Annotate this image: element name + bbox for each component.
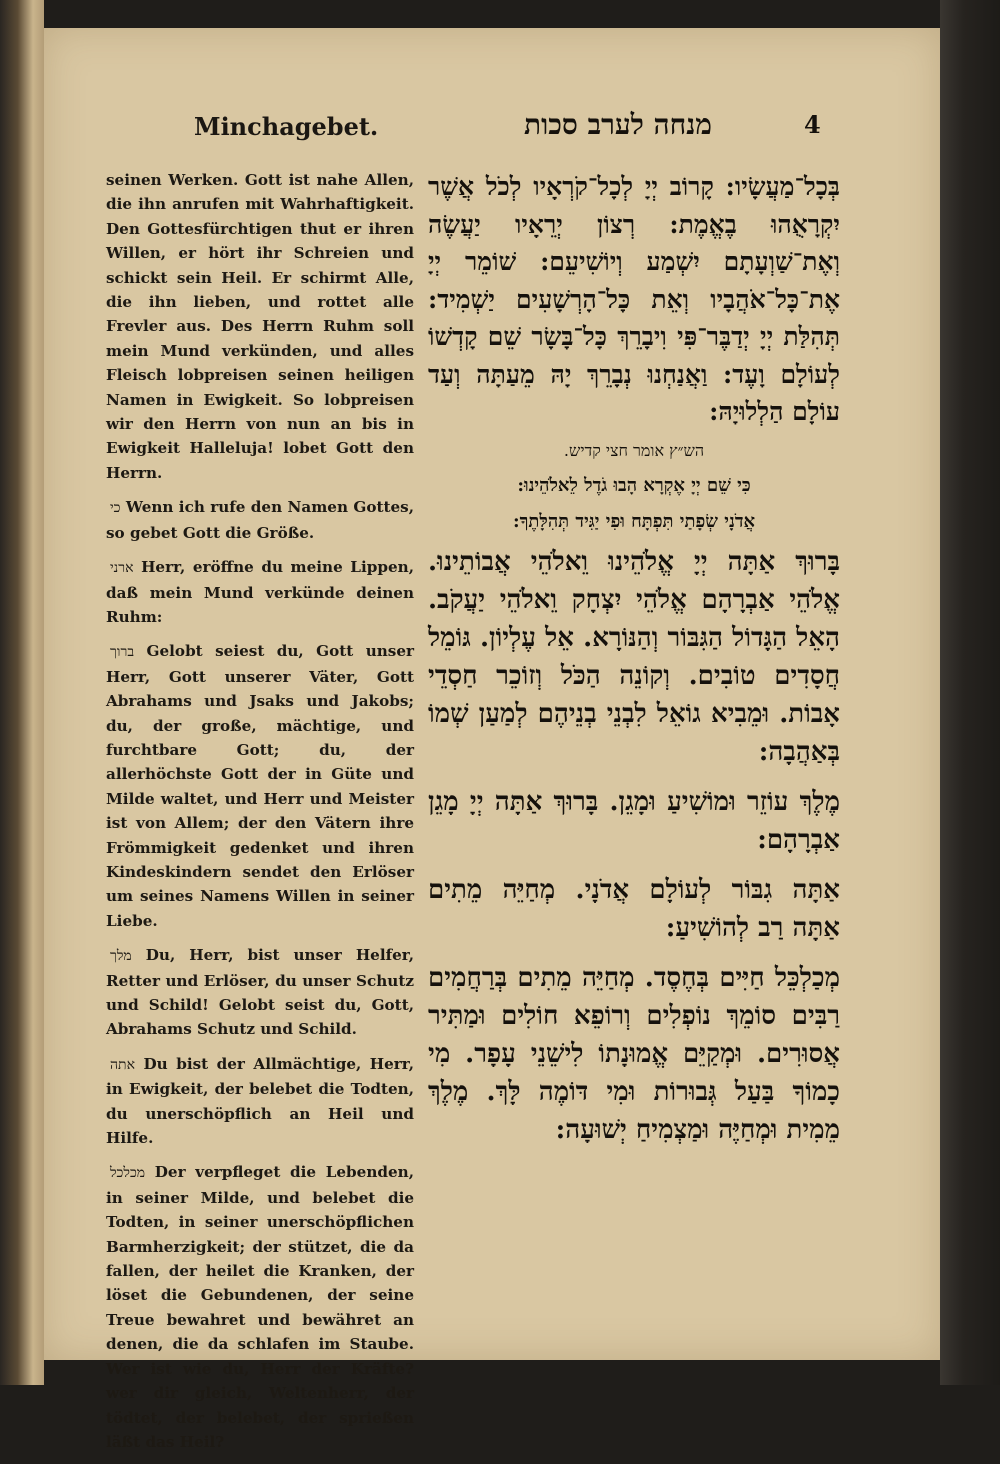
- hebrew-cue-word: אתה: [110, 1056, 135, 1073]
- german-text: Du bist der Allmächtige, Herr, in Ewigkeit, der belebet die Todten, du unerschöpflich an Heil und Hilfe.: [106, 1054, 414, 1148]
- book-cover-right: [940, 0, 1000, 1385]
- hebrew-melech-ozer: מֶלֶךְ עוֹזֵר וּמוֹשִׁיעַ וּמָגֵן. בָּרוּךְ אַתָּה יְיָ מָגֵן אַבְרָהָם:: [428, 786, 840, 855]
- page-number: 4: [804, 110, 821, 139]
- hebrew-avot-blessing: בָּרוּךְ אַתָּה יְיָ אֱלֹהֵינוּ וֵאלֹהֵי אֲבוֹתֵינוּ. אֱלֹהֵי אַבְרָהָם אֱלֹהֵי יִצְחָק וֵאלֹהֵי יַעֲקֹב. הָאֵל הַגָּדוֹל הַגִּבּוֹר וְהַנּוֹרָא. אֵל עֶלְיוֹן. גּוֹמֵל חֲסָדִים טוֹבִים. וְקוֹנֵה הַכֹּל וְזוֹכֵר חַסְדֵי אָבוֹת. וּמֵבִיא גוֹאֵל לִבְנֵי בְנֵיהֶם לְמַעַן שְׁמוֹ בְּאַהֲבָה:: [428, 546, 840, 767]
- hebrew-rubric-kaddish: הש״ץ אומר חצי קדיש.: [563, 440, 705, 460]
- german-text: Herr, eröffne du meine Lippen, daß mein Mund verkünde deinen Ruhm:: [106, 558, 414, 626]
- german-paragraph: [106, 1052, 414, 1151]
- hebrew-cue-word: ארני: [110, 560, 134, 577]
- book-binding-left: [0, 0, 44, 1385]
- german-paragraph: [106, 639, 414, 933]
- german-paragraph: [106, 168, 414, 485]
- german-text: Wenn ich rufe den Namen Gottes, so gebet Gott die Größe.: [106, 498, 414, 542]
- hebrew-cue-word: ברוך: [110, 644, 135, 661]
- german-paragraph: [106, 943, 414, 1042]
- running-title-german: Minchagebet.: [194, 112, 379, 141]
- hebrew-line-ki-shem: כִּי שֵׁם יְיָ אֶקְרָא הָבוּ גֹדֶל לֵאלֹהֵינוּ:: [517, 474, 751, 496]
- hebrew-cue-word: מלך: [110, 948, 132, 965]
- hebrew-line-adonai-sfatai: אֲדֹנָי שְׂפָתַי תִּפְתָּח וּפִי יַגִּיד תְּהִלָּתֶךָ:: [512, 510, 756, 532]
- page-header: [44, 108, 940, 148]
- hebrew-cue-word: מכלכל: [110, 1165, 146, 1182]
- german-text: Gelobt seiest du, Gott unser Herr, Gott unserer Väter, Gott Abrahams und Jsaks und Jakobs; du, der große, mächtige, und furchtbare Gott; du, der allerhöchste Gott der in Güte und Milde waltet, und Herr und Meister ist von Allem; der den Vätern ihre Frömmigkeit gedenket und ihren Kindeskindern sendet den Erlöser um seines Namens Willen in seiner Liebe.: [106, 642, 414, 930]
- hebrew-atah-gibor: אַתָּה גִבּוֹר לְעוֹלָם אֲדֹנָי. מְחַיֵּה מֵתִים אַתָּה רַב לְהוֹשִׁיעַ:: [428, 874, 840, 943]
- hebrew-prayer-column: [428, 168, 840, 1161]
- book-page: [44, 28, 940, 1451]
- hebrew-ashrei-ending: בְּכָל־מַעֲשָׂיו: קָרוֹב יְיָ לְכָל־קֹרְאָיו לְכֹל אֲשֶׁר יִקְרָאֻהוּ בֶאֱמֶת: רְצוֹן יְרֵאָיו יַעֲשֶׂה וְאֶת־שַׁוְעָתָם יִשְׁמַע וְיוֹשִׁיעֵם: שׁוֹמֵר יְיָ אֶת־כָּל־אֹהֲבָיו וְאֵת כָּל־הָרְשָׁעִים יַשְׁמִיד: תְּהִלַּת יְיָ יְדַבֶּר־פִּי וִיבָרֵךְ כָּל־בָּשָׂר שֵׁם קָדְשׁוֹ לְעוֹלָם וָעֶד: וַאֲנַחְנוּ נְבָרֵךְ יָהּ מֵעַתָּה וְעַד עוֹלָם הַלְלוּיָהּ:: [428, 172, 840, 426]
- german-paragraph: [106, 495, 414, 545]
- german-paragraph: [106, 555, 414, 629]
- german-translation-column: [106, 168, 414, 1464]
- german-paragraph: [106, 1160, 414, 1454]
- german-text: Der verpfleget die Lebenden, in seiner Milde, und belebet die Todten, in seiner unerschöpflichen Barmherzigkeit; der stützet, die da fallen, der heilet die Kranken, der löset die Gebundenen, der seine Treue bewahret und bewähret an denen, die da schlafen im Staube. Wer ist wie du, Herr der Kräfte? wer dir gleich, Weltenherr, der tödtet, der belebet, der sprießen läßt das Heil?: [106, 1163, 414, 1451]
- hebrew-mechalkel: מְכַלְכֵּל חַיִּים בְּחֶסֶד. מְחַיֵּה מֵתִים בְּרַחֲמִים רַבִּים סוֹמֵךְ נוֹפְלִים וְרוֹפֵא חוֹלִים וּמַתִּיר אֲסוּרִים. וּמְקַיֵּם אֱמוּנָתוֹ לִישֵׁנֵי עָפָר. מִי כָמוֹךָ בַּעַל גְּבוּרוֹת וּמִי דּוֹמֶה לָּךְ. מֶלֶךְ מֵמִית וּמְחַיֶּה וּמַצְמִיחַ יְשׁוּעָה:: [428, 962, 840, 1145]
- running-title-hebrew: מנחה לערב סכות: [524, 108, 712, 141]
- german-text: Du, Herr, bist unser Helfer, Retter und Erlöser, du unser Schutz und Schild! Gelobt seist du, Gott, Abrahams Schutz und Schild.: [106, 946, 414, 1039]
- hebrew-cue-word: כי: [110, 500, 121, 517]
- german-text: seinen Werken. Gott ist nahe Allen, die ihn anrufen mit Wahrhaftigkeit. Den Gottesfürchtigen thut er ihren Willen, er hört ihr Schreien und schickt sein Heil. Er schirmt Alle, die ihn lieben, und rottet alle Frevler aus. Des Herrn Ruhm soll mein Mund verkünden, und alles Fleisch lobpreisen seinen heiligen Namen in Ewigkeit. So lobpreisen wir den Herrn von nun an bis in Ewigkeit Halleluja! lobet Gott den Herrn.: [106, 171, 414, 482]
